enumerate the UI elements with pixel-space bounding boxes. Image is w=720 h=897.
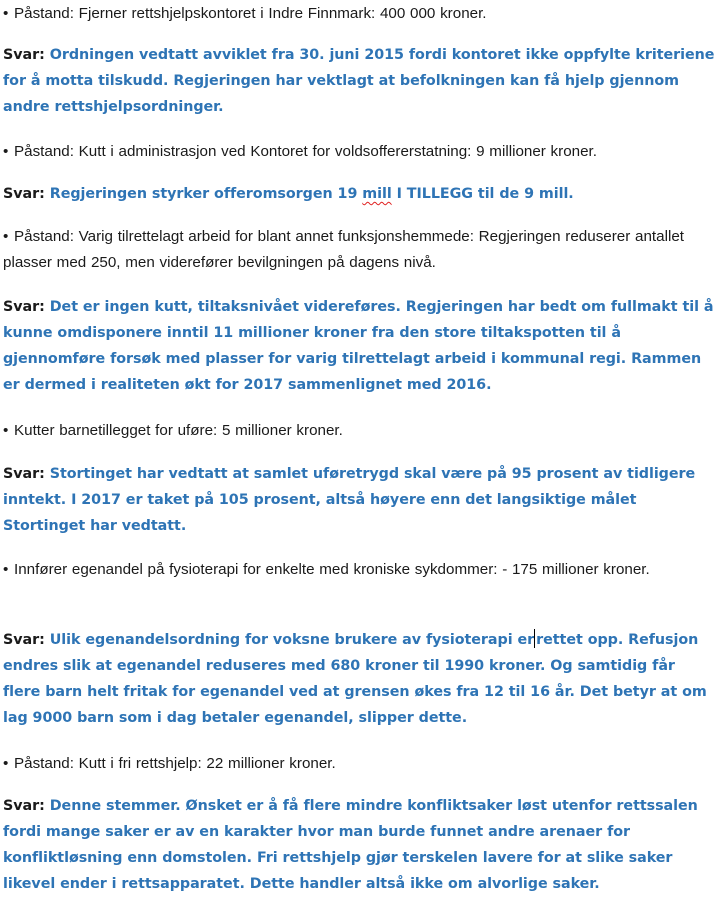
- spellcheck-flagged-word: mill: [362, 186, 392, 202]
- claim-paragraph: [3, 557, 715, 583]
- answer-label: Svar:: [3, 466, 45, 482]
- answer-paragraph: [3, 793, 717, 897]
- bullet-mark: •: [3, 561, 9, 578]
- answer-text[interactable]: [3, 632, 707, 726]
- answer-text-end: I TILLEGG til de 9 mill.: [391, 186, 574, 202]
- answer-text: Stortinget har vedtatt at samlet uføretrygd skal være på 95 prosent av tidligere inntekt. I 2017 er taket på 105 prosent, altså høyere enn det langsiktige målet Stortinget har vedtatt.: [3, 466, 696, 534]
- claim-paragraph: [3, 139, 715, 165]
- answer-text-start: Regjeringen styrker offeromsorgen 19: [49, 186, 363, 202]
- answer-text-start: Ulik egenandelsordning for voksne brukere av fysioterapi er: [49, 632, 535, 648]
- claim-text: Påstand: Fjerner rettshjelpskontoret i Indre Finnmark: 400 000 kroner.: [14, 5, 487, 22]
- claim-paragraph: [3, 1, 715, 27]
- claim-paragraph: [3, 418, 715, 444]
- answer-paragraph: [3, 181, 717, 207]
- bullet-mark: •: [3, 755, 9, 772]
- answer-label: Svar:: [3, 47, 45, 63]
- claim-text: Påstand: Kutt i fri rettshjelp: 22 millioner kroner.: [14, 755, 336, 772]
- claim-paragraph: [3, 751, 715, 777]
- claim-paragraph: [3, 224, 715, 276]
- answer-text: Det er ingen kutt, tiltaksnivået videreføres. Regjeringen har bedt om fullmakt til å kunne omdisponere inntil 11 millioner kroner fra den store tiltakspotten til å gjennomføre forsøk med plasser for varig tilrettelagt arbeid i kommunal regi. Rammen er dermed i realiteten økt for 2017 sammenlignet med 2016.: [3, 299, 714, 393]
- answer-paragraph: [3, 461, 717, 539]
- answer-paragraph: [3, 294, 717, 398]
- bullet-mark: •: [3, 5, 9, 22]
- claim-text: Kutter barnetillegget for uføre: 5 millioner kroner.: [14, 422, 343, 439]
- claim-text: Påstand: Kutt i administrasjon ved Kontoret for voldsoffererstatning: 9 millioner kroner.: [14, 143, 597, 160]
- answer-text: Denne stemmer. Ønsket er å få flere mindre konfliktsaker løst utenfor rettssalen fordi mange saker er av en karakter hvor man burde funnet andre arenaer for konfliktløsning enn domstolen. Fri rettshjelp gjør terskelen lavere for at slike saker likevel ender i rettsapparatet. Dette handler altså ikke om alvorlige saker.: [3, 798, 698, 892]
- bullet-mark: •: [3, 422, 9, 439]
- answer-text: Ordningen vedtatt avviklet fra 30. juni 2015 fordi kontoret ikke oppfylte kriteriene for å motta tilskudd. Regjeringen har vektlagt at befolkningen kan få hjelp gjennom andre rettshjelpsordninger.: [3, 47, 715, 115]
- answer-label: Svar:: [3, 299, 45, 315]
- claim-text: Påstand: Varig tilrettelagt arbeid for blant annet funksjonshemmede: Regjeringen reduserer antallet plasser med 250, men viderefører bevilgningen på dagens nivå.: [3, 228, 684, 271]
- answer-text-end: rettet opp. Refusjon endres slik at egenandel reduseres med 680 kroner til 1990 kroner. Og samtidig får flere barn helt fritak for egenandel ved at grensen økes fra 12 til 16 år. Det betyr at om lag 9000 barn som i dag betaler egenandel, slipper dette.: [3, 632, 707, 726]
- bullet-mark: •: [3, 143, 9, 160]
- answer-paragraph: [3, 627, 717, 731]
- answer-label: Svar:: [3, 632, 45, 648]
- answer-text: [50, 186, 574, 202]
- answer-label: Svar:: [3, 186, 45, 202]
- text-cursor: [534, 629, 535, 648]
- claim-text: Innfører egenandel på fysioterapi for enkelte med kroniske sykdommer: - 175 millioner kroner.: [14, 561, 650, 578]
- answer-paragraph: [3, 42, 717, 120]
- bullet-mark: •: [3, 228, 9, 245]
- answer-label: Svar:: [3, 798, 45, 814]
